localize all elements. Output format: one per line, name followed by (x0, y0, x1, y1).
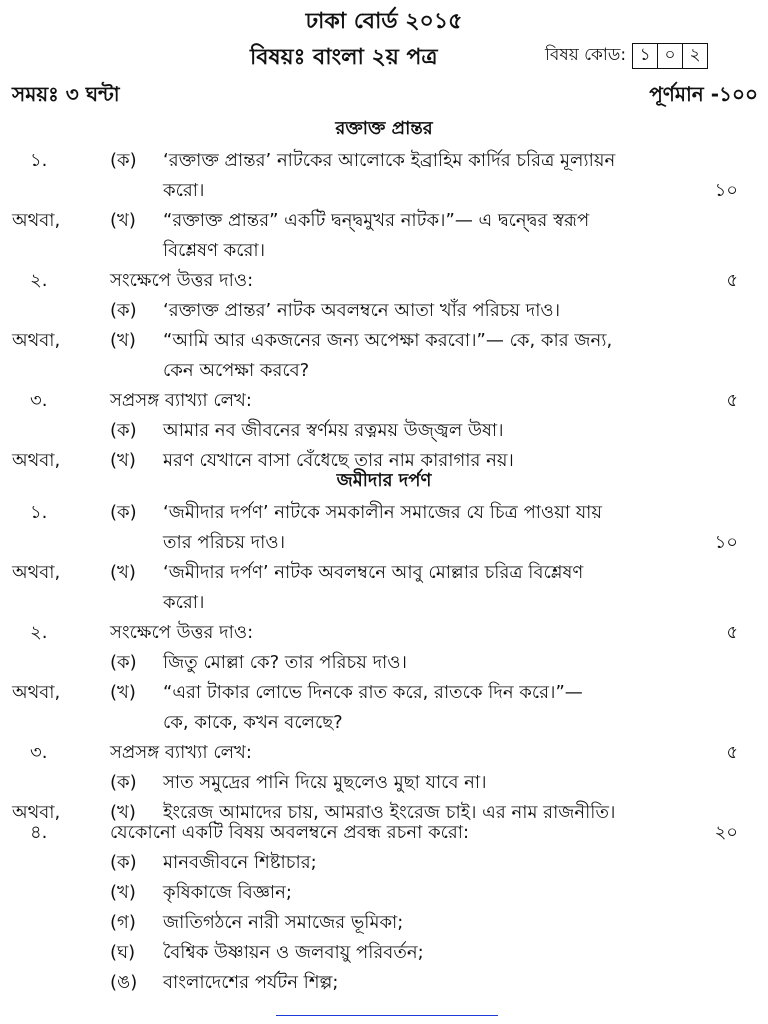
question-row (0, 146, 768, 176)
question-number: ১. (30, 502, 48, 523)
instruction: সপ্রসঙ্গ ব্যাখ্যা লেখ: (110, 390, 252, 411)
question-row (0, 618, 768, 648)
sub-label: (ক) (110, 300, 137, 321)
instruction: সপ্রসঙ্গ ব্যাখ্যা লেখ: (110, 742, 252, 763)
question-text: “এরা টাকার লোভে দিনকে রাত করে, রাতকে দিন করে।”— (163, 682, 583, 703)
exam-time: সময়ঃ ৩ ঘন্টা (12, 82, 120, 106)
question-row (0, 738, 768, 768)
question-row (0, 386, 768, 416)
question-row (0, 558, 768, 588)
sub-label: (ক) (110, 502, 137, 523)
question-text: কে, কাকে, কখন বলেছে? (163, 712, 343, 733)
sub-label: (খ) (110, 562, 136, 583)
question-number: ৩. (30, 390, 48, 411)
bottom-link-line (276, 1015, 498, 1016)
code-digit: ২ (689, 45, 701, 65)
question-text: জাতিগঠনে নারী সমাজের ভূমিকা; (163, 912, 404, 933)
question-mark: ৫ (726, 622, 738, 643)
question-text: জিতু মোল্লা কে? তার পরিচয় দাও। (163, 652, 407, 673)
question-mark: ৫ (726, 390, 738, 411)
question-row (0, 878, 768, 908)
subject-title: বিষয়ঃ বাংলা ২য় পত্র (250, 45, 438, 70)
question-text: মানবজীবনে শিষ্টাচার; (163, 852, 317, 873)
subject-code (545, 42, 708, 70)
question-row (0, 938, 768, 968)
question-text: বৈশ্বিক উষ্ণায়ন ও জলবায়ু পরিবর্তন; (163, 942, 424, 963)
question-mark: ২০ (714, 822, 738, 843)
question-row (0, 848, 768, 878)
question-row (0, 206, 768, 236)
question-text: ‘জমীদার দর্পণ’ নাটকে সমকালীন সমাজের যে চিত্র পাওয়া যায় (163, 502, 603, 523)
full-marks: পূর্ণমান -১০০ (649, 82, 758, 106)
question-row (0, 356, 768, 386)
question-row (0, 678, 768, 708)
sub-label: (ক) (110, 150, 137, 171)
sub-label: (খ) (110, 210, 136, 231)
question-number: ২. (30, 270, 48, 291)
question-row (0, 498, 768, 528)
sub-label: (খ) (110, 802, 136, 823)
question-text: ‘জমীদার দর্পণ’ নাটক অবলম্বনে আবু মোল্লার চরিত্র বিশ্লেষণ (163, 562, 584, 583)
instruction: সংক্ষেপে উত্তর দাও: (110, 622, 254, 643)
question-number: অথবা, (12, 562, 61, 583)
code-label: বিষয় কোড: (545, 45, 627, 65)
question-text: “আমি আর একজনের জন্য অপেক্ষা করবো।”— কে, কার জন্য, (163, 330, 613, 351)
code-boxes (632, 43, 708, 69)
code-digit: ১ (633, 44, 658, 68)
board-title: ঢাকা বোর্ড ২০১৫ (305, 9, 463, 34)
question-text: কৃষিকাজে বিজ্ঞান; (163, 882, 292, 903)
sub-label: (ক) (110, 852, 137, 873)
sub-label: (খ) (110, 682, 136, 703)
question-text: ‘রক্তাক্ত প্রান্তর’ নাটক অবলম্বনে আতা খাঁর পরিচয় দাও। (163, 300, 561, 321)
question-text: কেন অপেক্ষা করবে? (163, 360, 310, 381)
question-text: মরণ যেখানে বাসা বেঁধেছে তার নাম কারাগার নয়। (163, 450, 514, 471)
question-row (0, 416, 768, 446)
question-number: অথবা, (12, 450, 61, 471)
sub-label: (ক) (110, 772, 137, 793)
question-number: ১. (30, 150, 48, 171)
sub-label: (ঘ) (110, 942, 136, 963)
question-row (0, 768, 768, 798)
sub-label: (খ) (110, 450, 136, 471)
instruction: যেকোনো একটি বিষয় অবলম্বনে প্রবন্ধ রচনা করো: (110, 822, 470, 843)
question-number: অথবা, (12, 210, 61, 231)
question-row (0, 176, 768, 206)
question-row (0, 266, 768, 296)
question-text: বিশ্লেষণ করো। (163, 240, 266, 261)
sub-label: (ঙ) (110, 972, 138, 993)
question-mark: ৫ (726, 742, 738, 763)
instruction: সংক্ষেপে উত্তর দাও: (110, 270, 254, 291)
section-title: জমীদার দর্পণ (336, 470, 432, 491)
question-row (0, 326, 768, 356)
question-text: ‘রক্তাক্ত প্রান্তর’ নাটকের আলোকে ইব্রাহিম কার্দির চরিত্র মূল্যায়ন (163, 150, 616, 171)
sub-label: (খ) (110, 882, 136, 903)
question-text: করো। (163, 180, 205, 201)
sub-label: (ক) (110, 420, 137, 441)
question-mark: ১০ (714, 180, 738, 201)
question-text: বাংলাদেশের পর্যটন শিল্প; (163, 972, 339, 993)
section-title: রক্তাক্ত প্রান্তর (335, 118, 433, 139)
sub-label: (খ) (110, 330, 136, 351)
question-row (0, 528, 768, 558)
question-row (0, 588, 768, 618)
question-number: অথবা, (12, 682, 61, 703)
question-row (0, 908, 768, 938)
question-text: করো। (163, 592, 205, 613)
question-number: ২. (30, 622, 48, 643)
question-mark: ১০ (714, 532, 738, 553)
question-number: অথবা, (12, 330, 61, 351)
question-row (0, 296, 768, 326)
question-mark: ৫ (726, 270, 738, 291)
question-number: ৪. (30, 822, 48, 843)
question-text: আমার নব জীবনের স্বর্ণময় রত্নময় উজ্জ্বল উষা। (163, 420, 504, 441)
question-number: অথবা, (12, 802, 61, 823)
question-text: “রক্তাক্ত প্রান্তর” একটি দ্বন্দ্বমুখর নাটক।”— এ দ্বন্দ্বের স্বরূপ (163, 210, 590, 231)
question-row (0, 818, 768, 848)
sub-label: (ক) (110, 652, 137, 673)
question-text: ইংরেজ আমাদের চায়, আমরাও ইংরেজ চাই। এর নাম রাজনীতি। (163, 802, 616, 823)
question-number: ৩. (30, 742, 48, 763)
question-row (0, 648, 768, 678)
code-digit: ০ (658, 44, 683, 68)
question-row (0, 236, 768, 266)
question-text: সাত সমুদ্রের পানি দিয়ে মুছলেও মুছা যাবে না। (163, 772, 487, 793)
question-row (0, 968, 768, 998)
question-text: তার পরিচয় দাও। (163, 532, 286, 553)
question-row (0, 708, 768, 738)
sub-label: (গ) (110, 912, 136, 933)
